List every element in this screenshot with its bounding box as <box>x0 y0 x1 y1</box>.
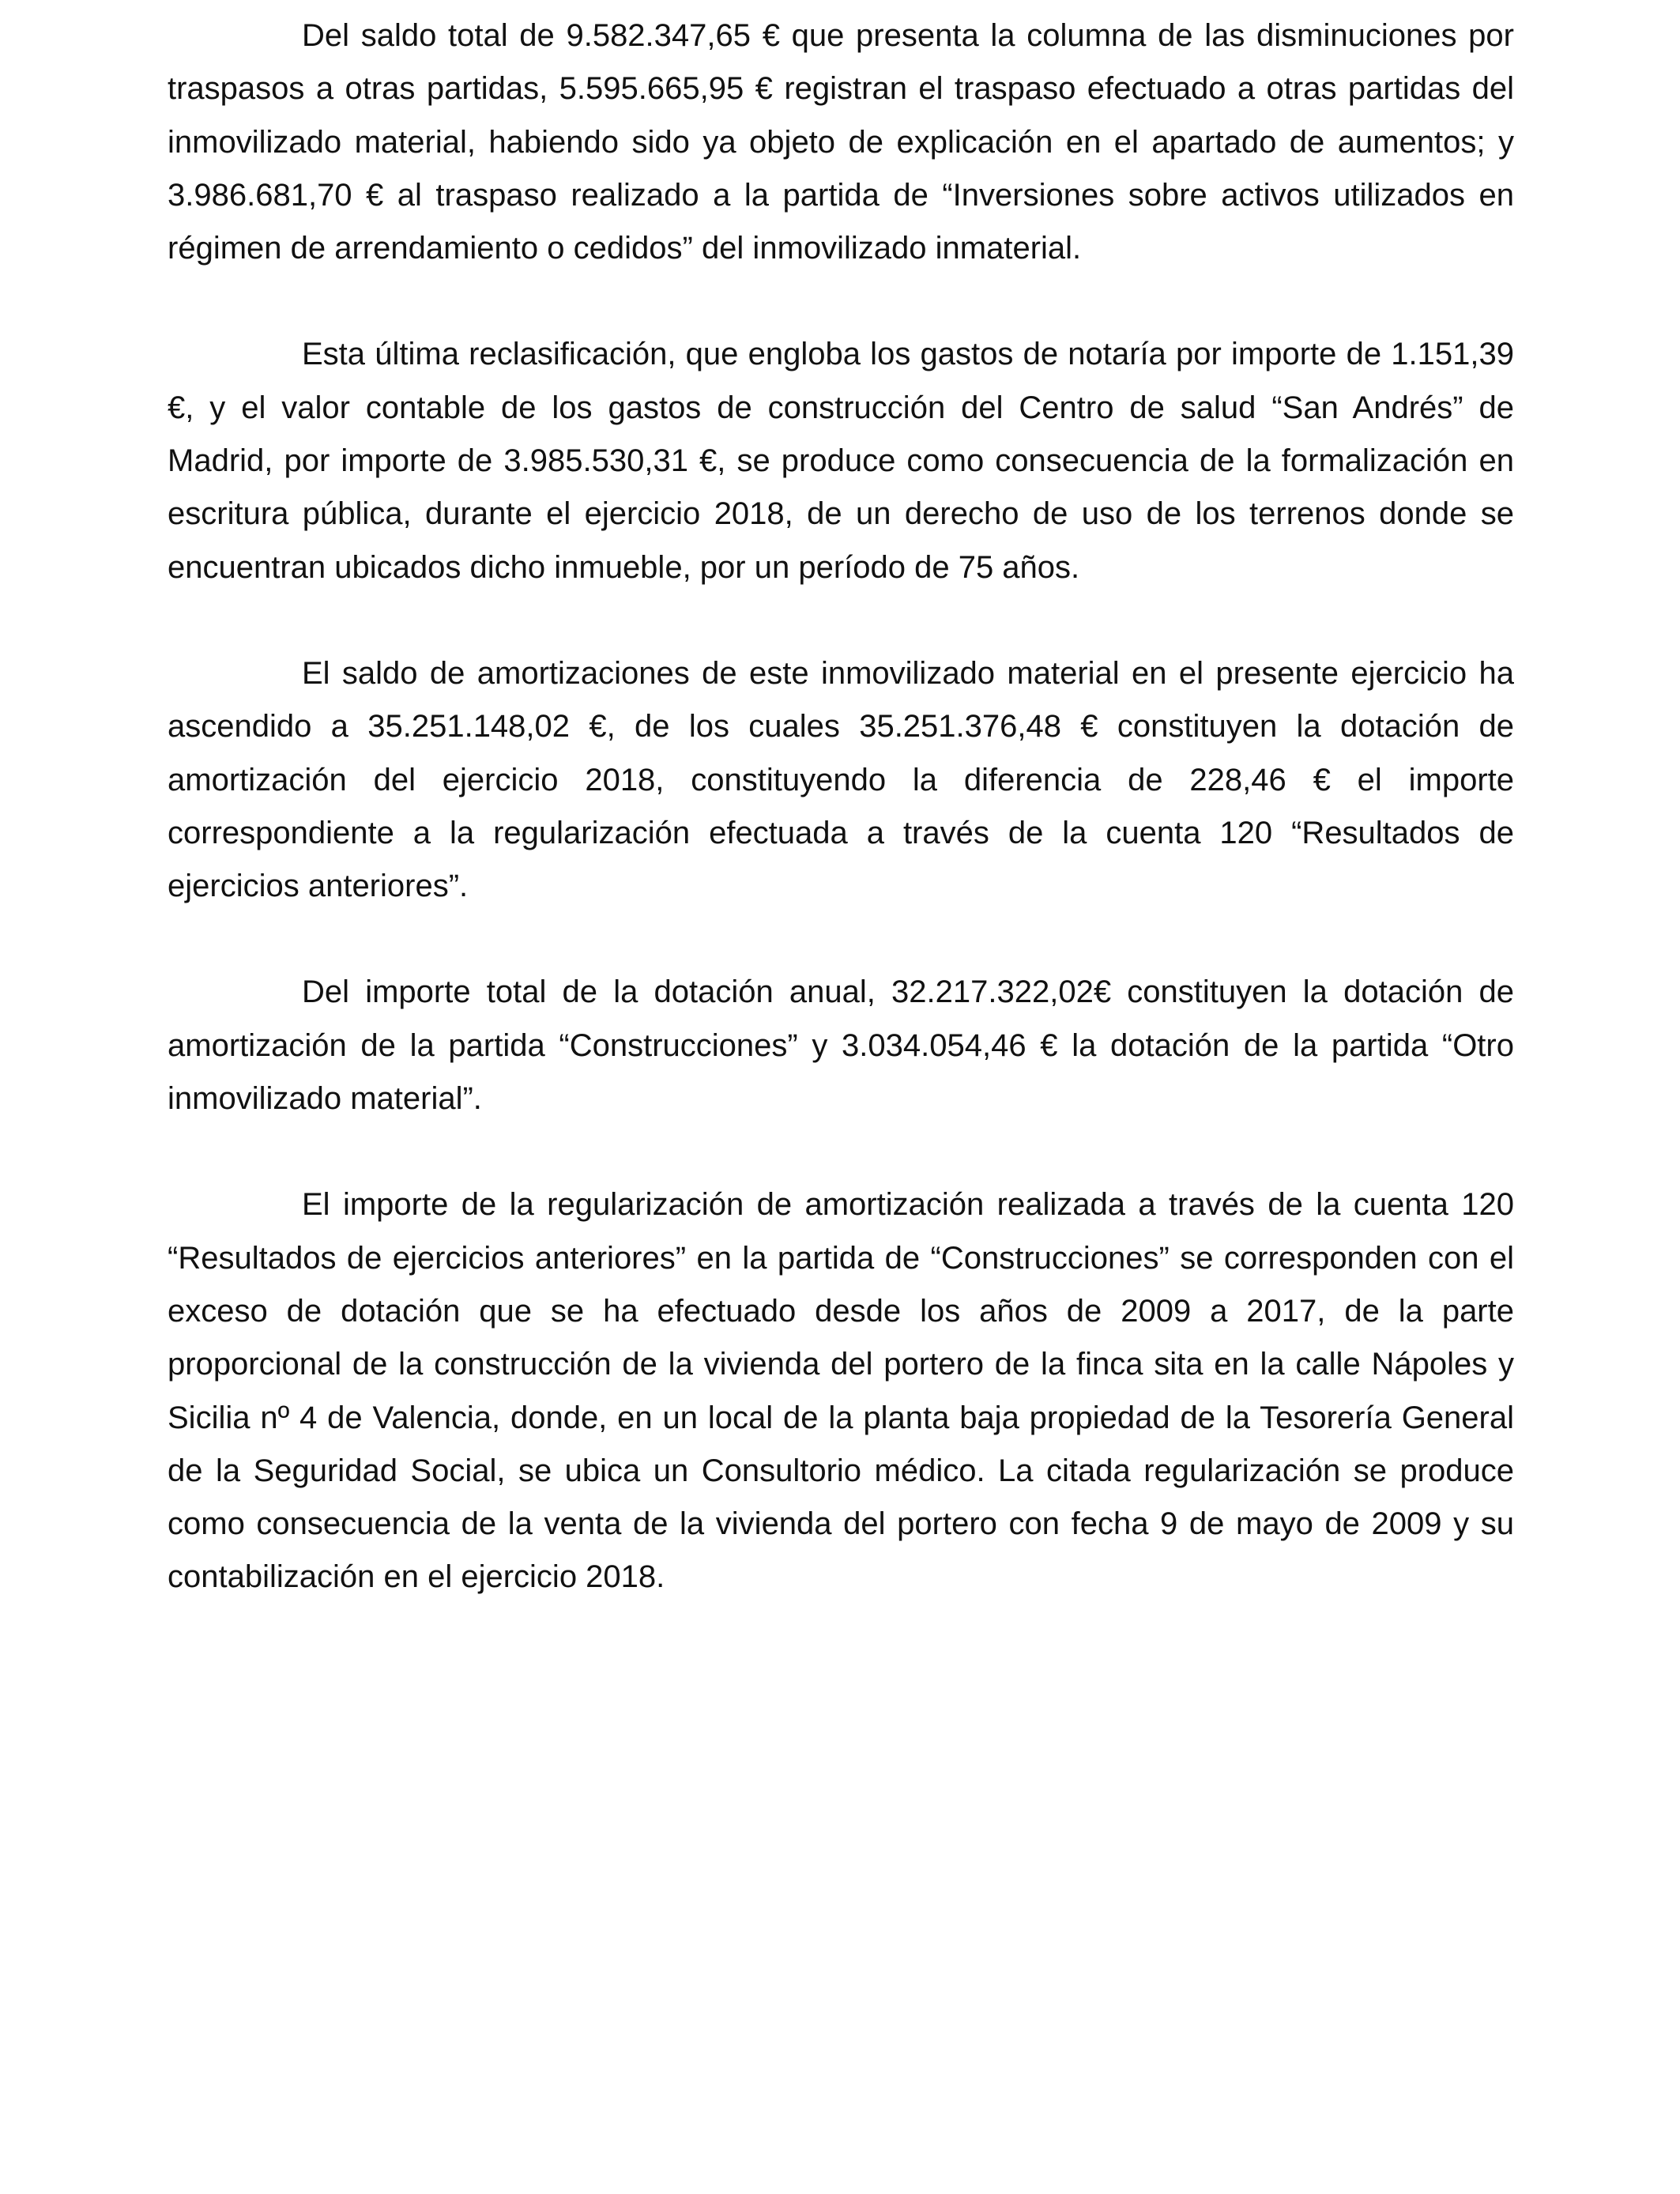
paragraph-amortizaciones: El saldo de amortizaciones de este inmovilizado material en el presente ejercicio ha ascendido a 35.251.148,02 €, de los cuales 35.251.376,48 € constituyen la dotación de amortización del ejercicio 2018, constituyendo la diferencia de 228,46 € el importe correspondiente a la regularización efectuada a través de la cuenta 120 “Resultados de ejercicios anteriores”. <box>168 655 1514 904</box>
paragraph-reclasificacion: Esta última reclasificación, que engloba los gastos de notaría por importe de 1.151,39 €, y el valor contable de los gastos de construcción del Centro de salud “San Andrés” de Madrid, por importe de 3.985.530,31 €, se produce como consecuencia de la formalización en escritura pública, durante el ejercicio 2018, de un derecho de uso de los terrenos donde se encuentran ubicados dicho inmueble, por un período de 75 años. <box>168 337 1514 585</box>
paragraph-disminuciones: Del saldo total de 9.582.347,65 € que presenta la columna de las disminuciones por traspasos a otras partidas, 5.595.665,95 € registran el traspaso efectuado a otras partidas del inmovilizado material, habiendo sido ya objeto de explicación en el apartado de aumentos; y 3.986.681,70 € al traspaso realizado a la partida de “Inversiones sobre activos utilizados en régimen de arrendamiento o cedidos” del inmovilizado inmaterial. <box>168 18 1514 266</box>
paragraph-regularizacion: El importe de la regularización de amortización realizada a través de la cuenta 120 “Resultados de ejercicios anteriores” en la partida de “Construcciones” se corresponden con el exceso de dotación que se ha efectuado desde los años de 2009 a 2017, de la parte proporcional de la construcción de la vivienda del portero de la finca sita en la calle Nápoles y Sicilia nº 4 de Valencia, donde, en un local de la planta baja propiedad de la Tesorería General de la Seguridad Social, se ubica un Consultorio médico. La citada regularización se produce como consecuencia de la venta de la vivienda del portero con fecha 9 de mayo de 2009 y su contabilización en el ejercicio 2018. <box>168 1187 1514 1595</box>
paragraph-dotacion-anual: Del importe total de la dotación anual, 32.217.322,02€ constituyen la dotación de amortización de la partida “Construcciones” y 3.034.054,46 € la dotación de la partida “Otro inmovilizado material”. <box>168 974 1514 1117</box>
document-body <box>168 9 1514 1657</box>
